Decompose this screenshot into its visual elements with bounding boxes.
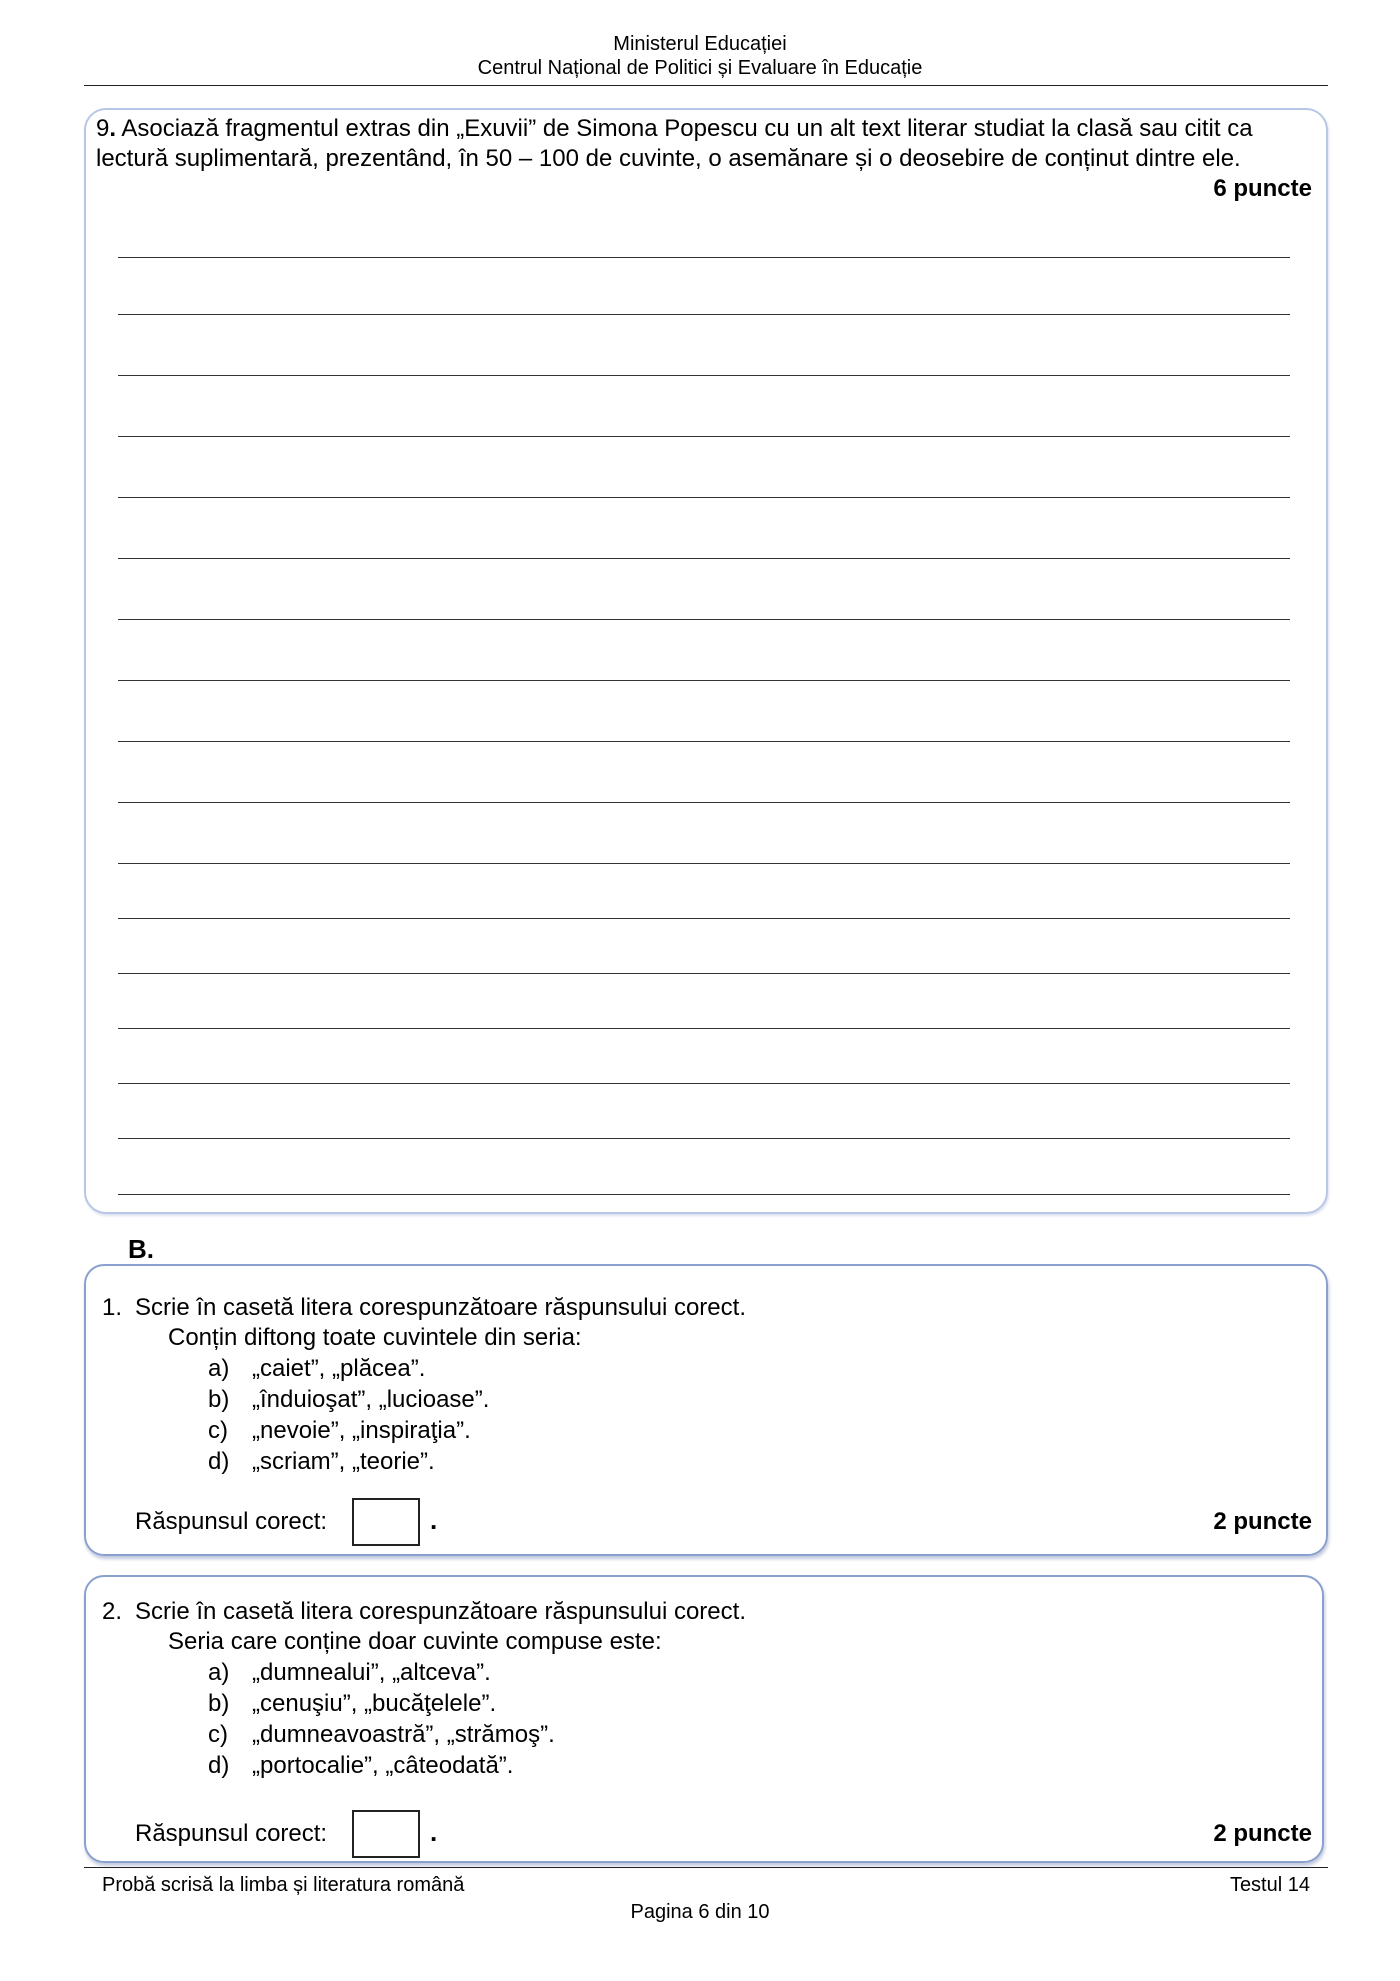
answer-line[interactable] — [118, 741, 1290, 742]
question-9-frame — [84, 108, 1328, 1214]
question-9-points: 6 puncte — [1213, 175, 1312, 202]
footer-exam-title: Probă scrisă la limba și literatura română — [102, 1874, 465, 1896]
header-divider — [84, 85, 1328, 86]
answer-line[interactable] — [118, 973, 1290, 974]
answer-line[interactable] — [118, 802, 1290, 803]
answer-line[interactable] — [118, 1083, 1290, 1084]
question-1-number: 1. — [102, 1294, 123, 1321]
question-1-answer-box[interactable] — [352, 1498, 420, 1546]
question-1-option-c: „nevoie”, „inspiraţia”. — [252, 1417, 471, 1444]
question-2-answer-dot: . — [430, 1817, 438, 1847]
question-1-instruction: Scrie în casetă litera corespunzătoare răspunsului corect. — [135, 1294, 746, 1321]
answer-line[interactable] — [118, 558, 1290, 559]
answer-line[interactable] — [118, 1138, 1290, 1139]
footer-page-number: Pagina 6 din 10 — [630, 1901, 770, 1923]
question-2-points: 2 puncte — [1213, 1820, 1312, 1847]
answer-line[interactable] — [118, 1028, 1290, 1029]
answer-line[interactable] — [118, 918, 1290, 919]
question-1-option-b-letter: b) — [208, 1386, 230, 1413]
question-1-option-a: „caiet”, „plăcea”. — [252, 1355, 426, 1382]
answer-line[interactable] — [118, 680, 1290, 681]
question-1-points: 2 puncte — [1213, 1508, 1312, 1535]
page-header — [0, 32, 1400, 80]
question-9-number-dot: . — [109, 115, 117, 142]
answer-line[interactable] — [118, 436, 1290, 437]
answer-line[interactable] — [118, 497, 1290, 498]
question-2-option-a: „dumnealui”, „altceva”. — [252, 1659, 491, 1686]
question-2-option-c: „dumneavoastră”, „strămoş”. — [252, 1721, 555, 1748]
question-1-prompt: Conțin diftong toate cuvintele din seria: — [168, 1324, 582, 1351]
question-9-text-block — [96, 114, 1312, 174]
question-9-number: 9 — [96, 115, 110, 142]
header-ministry: Ministerul Educației — [613, 33, 787, 55]
question-1-answer-label: Răspunsul corect: — [135, 1508, 328, 1535]
question-1-option-a-letter: a) — [208, 1355, 230, 1382]
question-2-instruction: Scrie în casetă litera corespunzătoare răspunsului corect. — [135, 1598, 746, 1625]
footer-test-number: Testul 14 — [1229, 1874, 1310, 1896]
question-2-option-d-letter: d) — [208, 1752, 230, 1779]
section-b-heading: B. — [128, 1234, 154, 1264]
question-2-option-d: „portocalie”, „câteodată”. — [252, 1752, 514, 1779]
question-9-prompt: Asociază fragmentul extras din „Exuvii” de Simona Popescu cu un alt text literar studiat la clasă sau citit ca lectură suplimentară, prezentând, în 50 – 100 de cuvinte, o asemănare și o deosebire de conținut dintre ele. — [96, 115, 1253, 172]
question-2-number: 2. — [102, 1598, 123, 1625]
answer-line[interactable] — [118, 375, 1290, 376]
answer-line[interactable] — [118, 619, 1290, 620]
answer-line[interactable] — [118, 863, 1290, 864]
question-1-option-d: „scriam”, „teorie”. — [252, 1448, 435, 1475]
answer-line[interactable] — [118, 314, 1290, 315]
question-2-option-b: „cenuşiu”, „bucăţelele”. — [252, 1690, 497, 1717]
question-1-option-c-letter: c) — [208, 1417, 228, 1444]
question-2-answer-label: Răspunsul corect: — [135, 1820, 328, 1847]
header-center: Centrul Național de Politici și Evaluare în Educație — [477, 57, 923, 79]
question-2-option-a-letter: a) — [208, 1659, 230, 1686]
question-2-prompt: Seria care conține doar cuvinte compuse este: — [168, 1628, 662, 1655]
question-1-answer-dot: . — [430, 1505, 438, 1535]
answer-line[interactable] — [118, 1194, 1290, 1195]
answer-line[interactable] — [118, 257, 1290, 258]
question-2-answer-box[interactable] — [352, 1810, 420, 1858]
question-2-option-b-letter: b) — [208, 1690, 230, 1717]
footer-divider — [84, 1867, 1328, 1868]
question-2-option-c-letter: c) — [208, 1721, 228, 1748]
question-1-option-d-letter: d) — [208, 1448, 230, 1475]
question-1-option-b: „înduioşat”, „lucioase”. — [252, 1386, 490, 1413]
